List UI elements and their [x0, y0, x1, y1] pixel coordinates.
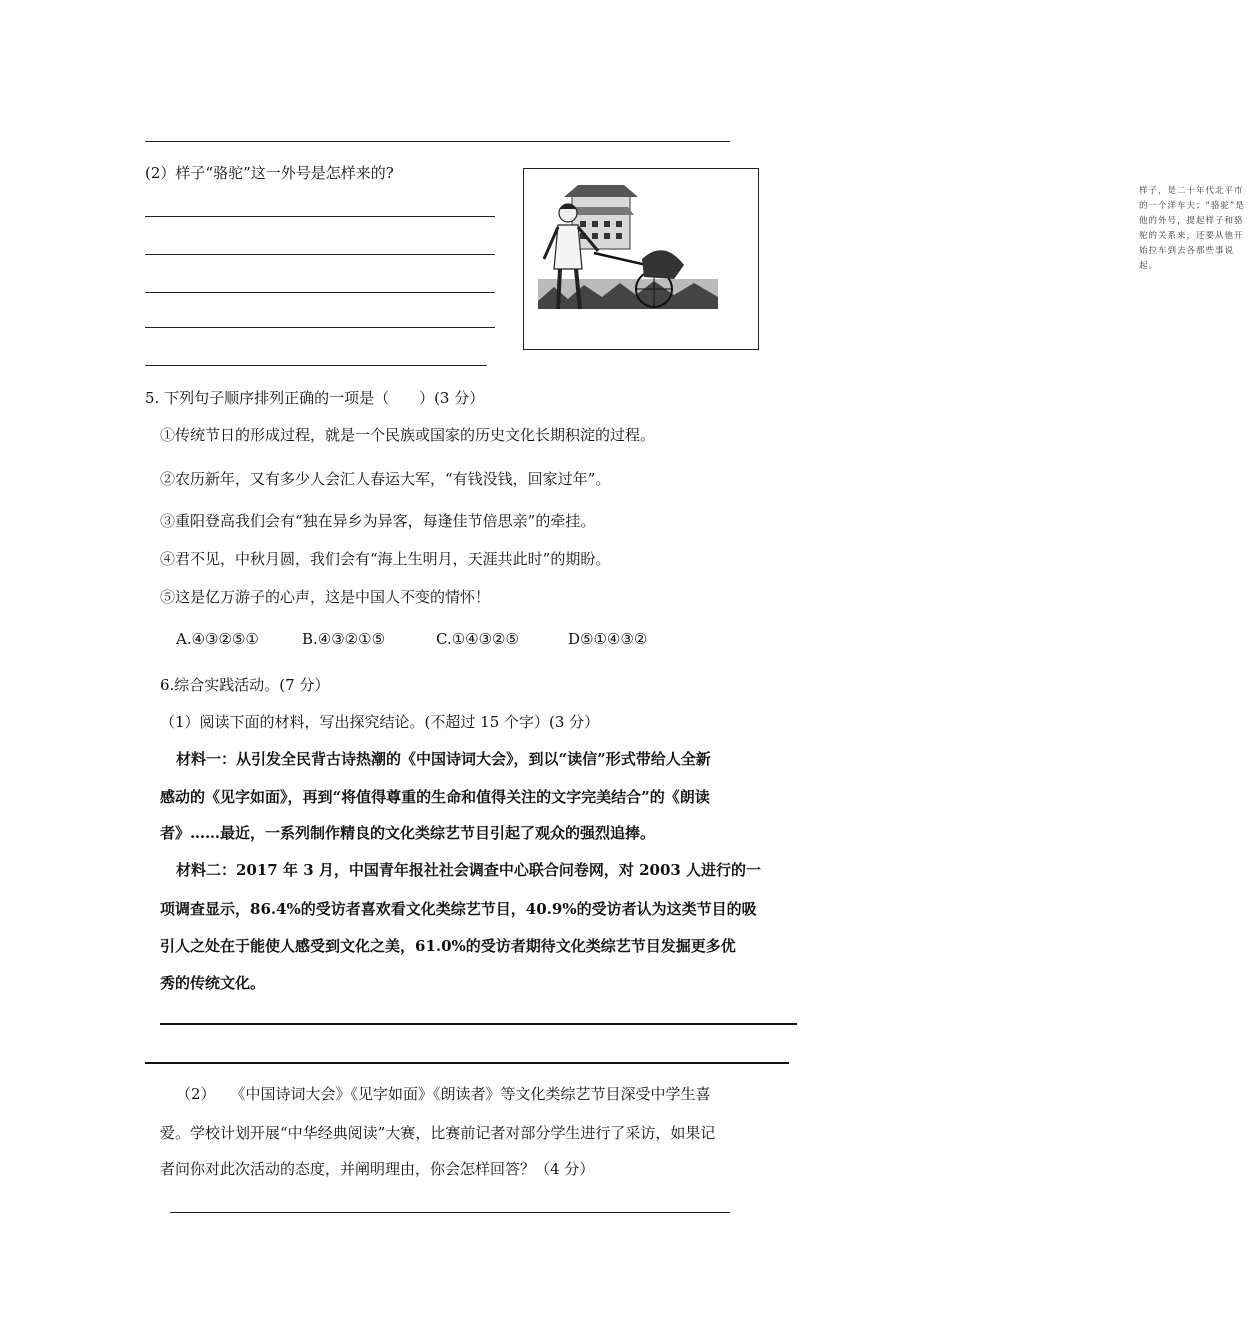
question-6-title: 6.综合实践活动。(7 分） — [160, 676, 330, 694]
option-c: C.①④③②⑤ — [436, 630, 519, 648]
answer-line — [145, 292, 495, 293]
question-6-part1: （1）阅读下面的材料，写出探究结论。(不超过 15 个字）(3 分） — [160, 713, 600, 731]
rickshaw-puller-drawing — [524, 169, 760, 351]
answer-line — [145, 141, 730, 142]
material-1-line: 感动的《见字如面》，再到“将值得尊重的生命和值得关注的文字完美结合”的《朗读 — [160, 788, 710, 806]
illustration-caption: 样子，是二十年代北平市的一个洋车夫；“骆驼”是他的外号，提起样子和骆驼的关系来，还要从他开始拉车到去各那些事说起。 — [1139, 186, 1245, 271]
answer-line — [145, 216, 495, 217]
answer-line — [145, 1062, 789, 1064]
sentence-4: ④君不见，中秋月圆，我们会有“海上生明月，天涯共此时”的期盼。 — [160, 550, 611, 568]
material-2-line: 项调查显示，86.4%的受访者喜欢看文化类综艺节目，40.9%的受访者认为这类节目的吸 — [160, 900, 757, 918]
option-a: A.④③②⑤① — [176, 630, 259, 648]
sentence-1: ①传统节日的形成过程，就是一个民族或国家的历史文化长期积淀的过程。 — [160, 426, 656, 444]
question-5-stem: 5. 下列句子顺序排列正确的一项是（ ）(3 分） — [145, 389, 485, 407]
material-1-line: 者》……最近，一系列制作精良的文化类综艺节目引起了观众的强烈追捧。 — [160, 824, 656, 842]
answer-line — [145, 327, 495, 328]
question-6-part2-line: （2） 《中国诗词大会》《见字如面》《朗读者》等文化类综艺节目深受中学生喜 — [176, 1085, 711, 1103]
material-1-line: 材料一：从引发全民背古诗热潮的《中国诗词大会》，到以“读信”形式带给人全新 — [176, 750, 711, 768]
material-2-line: 引人之处在于能使人感受到文化之美，61.0%的受访者期待文化类综艺节目发掘更多优 — [160, 937, 736, 955]
sentence-5: ⑤这是亿万游子的心声，这是中国人不变的情怀！ — [160, 588, 491, 606]
material-2-line: 秀的传统文化。 — [160, 974, 266, 992]
answer-line — [145, 365, 487, 366]
question-6-part2-line: 爱。学校计划开展“中华经典阅读”大赛，比赛前记者对部分学生进行了采访，如果记 — [160, 1124, 716, 1142]
sentence-3: ③重阳登高我们会有“独在异乡为异客，每逢佳节倍思亲”的牵挂。 — [160, 512, 596, 530]
sentence-2: ②农历新年，又有多少人会汇人春运大军，“有钱没钱，回家过年”。 — [160, 470, 611, 488]
answer-line — [170, 1212, 730, 1213]
option-b: B.④③②①⑤ — [302, 630, 386, 648]
answer-line — [160, 1023, 797, 1025]
question-6-part2-line: 者问你对此次活动的态度，并阐明理由，你会怎样回答？（4 分） — [160, 1160, 595, 1178]
option-d: D⑤①④③② — [568, 630, 648, 648]
question-4-2: (2）样子“骆驼”这一外号是怎样来的? — [145, 164, 394, 182]
material-2-line: 材料二：2017 年 3 月，中国青年报社社会调查中心联合问卷网，对 2003 人进行的一 — [176, 861, 762, 879]
camel-xiangzi-illustration — [523, 168, 1245, 350]
answer-line — [145, 254, 495, 255]
